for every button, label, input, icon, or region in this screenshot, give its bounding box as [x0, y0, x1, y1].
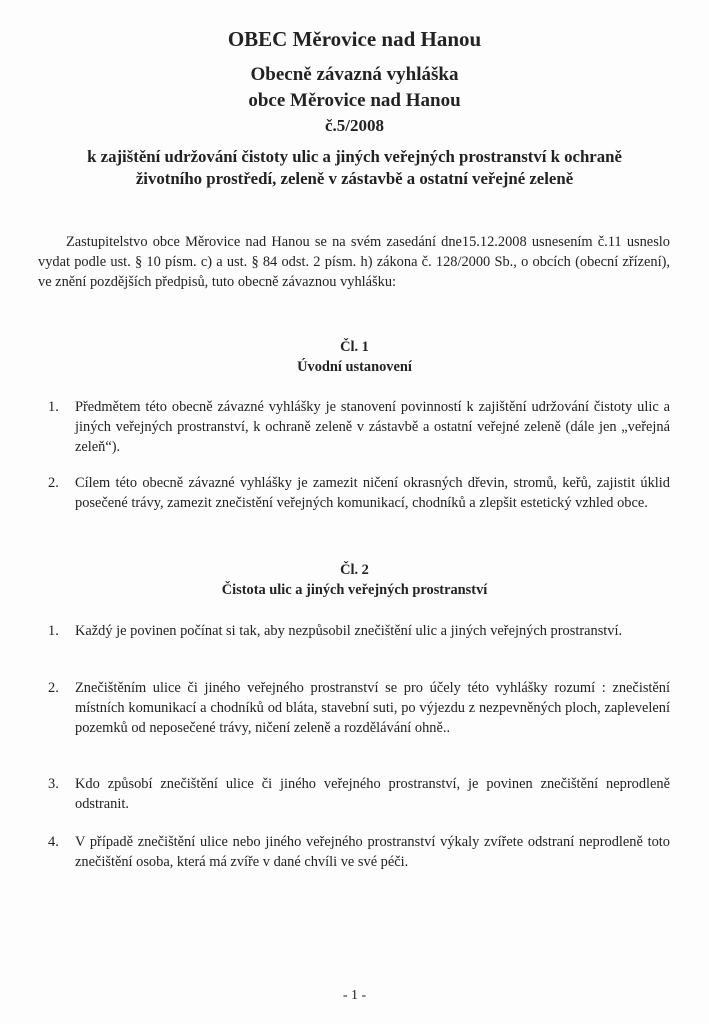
- list-item-number: 2.: [48, 680, 59, 696]
- article-2-number: Čl. 2: [340, 562, 369, 578]
- list-item-text: Znečištěním ulice či jiného veřejného prostranství se pro účely této vyhlášky rozumí : znečistění místních komunikací a chodníků od bláta, stavební suti, po výjezdu z nezpevněných ploch, zaplevelení pozemků od neposečené trávy, ničení zeleně a rozdělávání ohně..: [75, 680, 670, 736]
- list-item-number: 4.: [48, 834, 59, 850]
- list-item-text: Cílem této obecně závazné vyhlášky je zamezit ničení okrasných dřevin, stromů, keřů, zajistit úklid posečené trávy, zamezit znečistění veřejných komunikací, chodníků a zlepšit estetický vzhled obce.: [75, 475, 670, 511]
- intro-paragraph: Zastupitelstvo obce Měrovice nad Hanou se na svém zasedání dne15.12.2008 usnesením č.11 usneslo vydat podle ust. § 10 písm. c) a ust. § 84 odst. 2 písm. h) zákona č. 128/2000 Sb., o obcích (obecní zřízení), ve znění pozdějších předpisů, tuto obecně závaznou vyhlášku:: [38, 234, 670, 290]
- article-1-number: Čl. 1: [340, 339, 369, 355]
- list-item-number: 1.: [48, 399, 59, 415]
- document-number: č.5/2008: [324, 116, 385, 135]
- document-type: Obecně závazná vyhláška: [250, 64, 459, 85]
- list-item-text: Každý je povinen počínat si tak, aby nezpůsobil znečištění ulic a jiných veřejných prostranství.: [75, 623, 623, 639]
- list-item-text: Kdo způsobí znečištění ulice či jiného veřejného prostranství, je povinen znečištění neprodleně odstranit.: [75, 776, 670, 812]
- document-issuer: obce Měrovice nad Hanou: [248, 90, 461, 111]
- article-1-title: Úvodní ustanovení: [297, 359, 412, 375]
- document-subject: [0, 146, 709, 190]
- article-1-heading: [0, 337, 709, 377]
- subject-line-2: životního prostředí, zeleně v zástavbě a ostatní veřejné zeleně: [135, 169, 574, 188]
- article-2-heading: [0, 560, 709, 600]
- page-number: - 1 -: [342, 988, 367, 1003]
- list-item-number: 3.: [48, 776, 59, 792]
- list-item-text: Předmětem této obecně závazné vyhlášky je stanovení povinností k zajištění udržování čistoty ulic a jiných veřejných prostranství, k ochraně zeleně v zástavbě a ostatní veřejné zeleně (dále jen „veřejná zeleň“).: [75, 399, 670, 455]
- list-item-number: 1.: [48, 623, 59, 639]
- article-2-title: Čistota ulic a jiných veřejných prostranství: [221, 582, 488, 598]
- list-item-number: 2.: [48, 475, 59, 491]
- municipality-title: OBEC Měrovice nad Hanou: [227, 27, 482, 51]
- subject-line-1: k zajištění udržování čistoty ulic a jiných veřejných prostranství k ochraně: [87, 147, 622, 166]
- list-item-text: V případě znečištění ulice nebo jiného veřejného prostranství výkaly zvířete odstraní neprodleně toto znečištění osoba, která má zvíře v dané chvíli ve své péči.: [75, 834, 670, 870]
